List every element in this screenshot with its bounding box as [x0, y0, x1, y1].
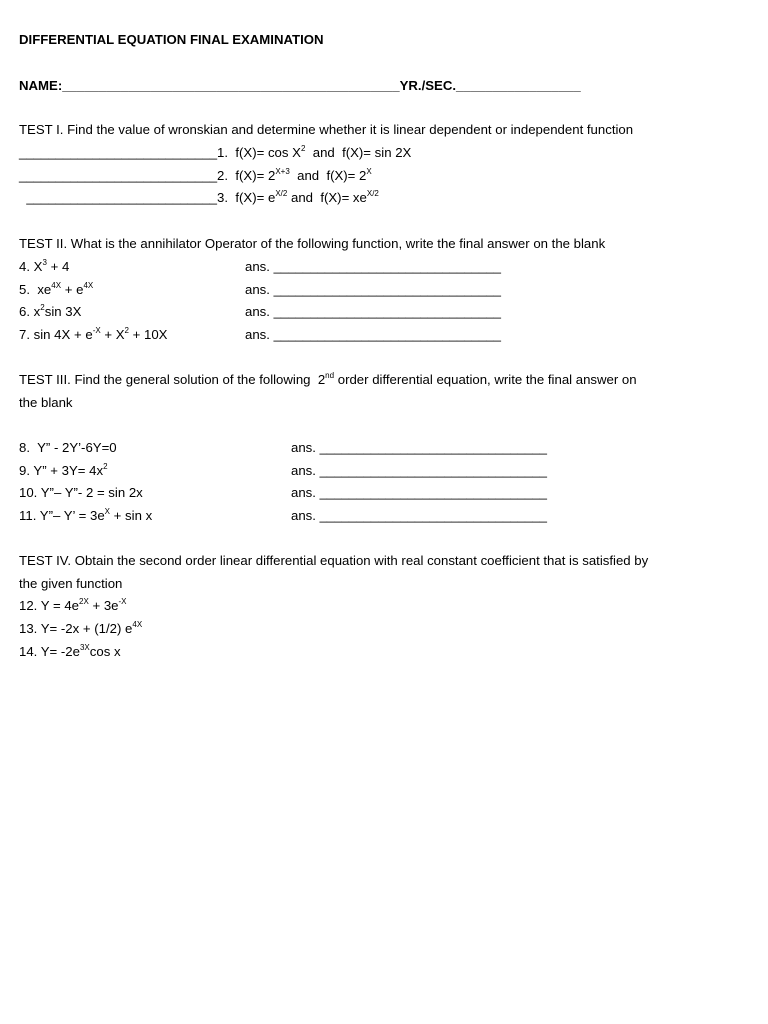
- test2-item-4: [19, 259, 69, 275]
- expr-part: 4. X: [19, 259, 43, 274]
- function-a: f(X)= e: [235, 190, 276, 205]
- superscript: -X: [118, 597, 127, 606]
- superscript: nd: [325, 371, 335, 380]
- function-a: f(X)= cos X: [235, 145, 301, 160]
- superscript: 4X: [83, 281, 94, 290]
- expr-part: 9. Y” + 3Y= 4x: [19, 463, 104, 478]
- answer-blank-6: ans. _______________________________: [245, 304, 501, 319]
- superscript: 3X: [79, 643, 90, 652]
- expr-part: 11. Y”– Y’ = 3e: [19, 508, 105, 523]
- test2-item-6: [19, 304, 81, 320]
- test4-instruction-line1: TEST IV. Obtain the second order linear differential equation with real constant coefficient that is satisfied by: [19, 553, 649, 568]
- answer-blank-11: ans. _______________________________: [291, 508, 547, 523]
- expr-part: 14. Y= -2e: [19, 644, 80, 659]
- instruction-text: TEST III. Find the general solution of the following 2: [19, 372, 326, 387]
- answer-blank-5: ans. _______________________________: [245, 282, 501, 297]
- expr-part: + e: [61, 282, 84, 297]
- exam-title: DIFFERENTIAL EQUATION FINAL EXAMINATION: [19, 32, 324, 47]
- test3-item-9: [19, 463, 108, 479]
- function-b: and f(X)= sin 2X: [305, 145, 412, 160]
- expr-part: + sin x: [110, 508, 153, 523]
- answer-blank: __________________________: [19, 190, 218, 205]
- superscript: 2: [124, 326, 129, 335]
- expr-part: + 4: [46, 259, 70, 274]
- superscript: 3: [42, 258, 47, 267]
- test1-item-1: [19, 145, 411, 161]
- superscript: 2: [300, 144, 306, 153]
- function-b: and f(X)= xe: [287, 190, 367, 205]
- answer-blank-10: ans. _______________________________: [291, 485, 547, 500]
- superscript: 4X: [51, 281, 62, 290]
- answer-blank-8: ans. _______________________________: [291, 440, 547, 455]
- test2-item-5: [19, 282, 93, 298]
- expr-part: 5. xe: [19, 282, 52, 297]
- expr-part: 6. x: [19, 304, 41, 319]
- test3-instruction-line2: the blank: [19, 395, 73, 410]
- superscript: 2: [103, 462, 108, 471]
- superscript: 2: [40, 303, 45, 312]
- superscript: 4X: [132, 620, 143, 629]
- test3-instruction-line1: [19, 372, 637, 388]
- test1-item-2: [19, 168, 372, 184]
- superscript: X/2: [366, 189, 379, 198]
- test4-item-14: [19, 644, 121, 660]
- item-number: 2.: [217, 168, 229, 183]
- test3-item-10: [19, 485, 143, 501]
- superscript: X/2: [275, 189, 288, 198]
- test1-item-3: [19, 190, 379, 206]
- expr-part: + X: [100, 327, 125, 342]
- test4-item-12: [19, 598, 127, 614]
- superscript: X: [104, 507, 111, 516]
- expr-part: 10. Y”– Y”- 2 = sin 2x: [19, 485, 143, 500]
- test4-item-13: [19, 621, 142, 637]
- expr-part: cos x: [89, 644, 121, 659]
- superscript: -X: [92, 326, 101, 335]
- expr-part: + 10X: [128, 327, 168, 342]
- test2-item-7: [19, 327, 167, 343]
- expr-part: 12. Y = 4e: [19, 598, 80, 613]
- test2-instruction: TEST II. What is the annihilator Operator of the following function, write the final answer on the blank: [19, 236, 606, 251]
- item-number: 3.: [217, 190, 229, 205]
- expr-part: 8. Y” - 2Y’-6Y=0: [19, 440, 117, 455]
- name-yr-sec-line: NAME:______________________________________________YR./SEC._________________: [19, 78, 581, 93]
- item-number: 1.: [217, 145, 229, 160]
- answer-blank-7: ans. _______________________________: [245, 327, 501, 342]
- expr-part: + 3e: [88, 598, 119, 613]
- answer-blank-9: ans. _______________________________: [291, 463, 547, 478]
- test1-instruction: TEST I. Find the value of wronskian and determine whether it is linear dependent or independent function: [19, 122, 634, 137]
- test4-instruction-line2: the given function: [19, 576, 123, 591]
- expr-part: 13. Y= -2x + (1/2) e: [19, 621, 133, 636]
- superscript: X+3: [275, 167, 290, 176]
- function-a: f(X)= 2: [235, 168, 276, 183]
- instruction-text: order differential equation, write the final answer on: [334, 372, 637, 387]
- answer-blank: ___________________________: [19, 168, 218, 183]
- expr-part: 7. sin 4X + e: [19, 327, 93, 342]
- test3-item-8: [19, 440, 117, 456]
- answer-blank-4: ans. _______________________________: [245, 259, 501, 274]
- expr-part: sin 3X: [44, 304, 82, 319]
- test3-item-11: [19, 508, 152, 524]
- superscript: 2X: [79, 597, 89, 606]
- answer-blank: ___________________________: [19, 145, 218, 160]
- superscript: X: [366, 167, 372, 176]
- function-b: and f(X)= 2: [289, 168, 367, 183]
